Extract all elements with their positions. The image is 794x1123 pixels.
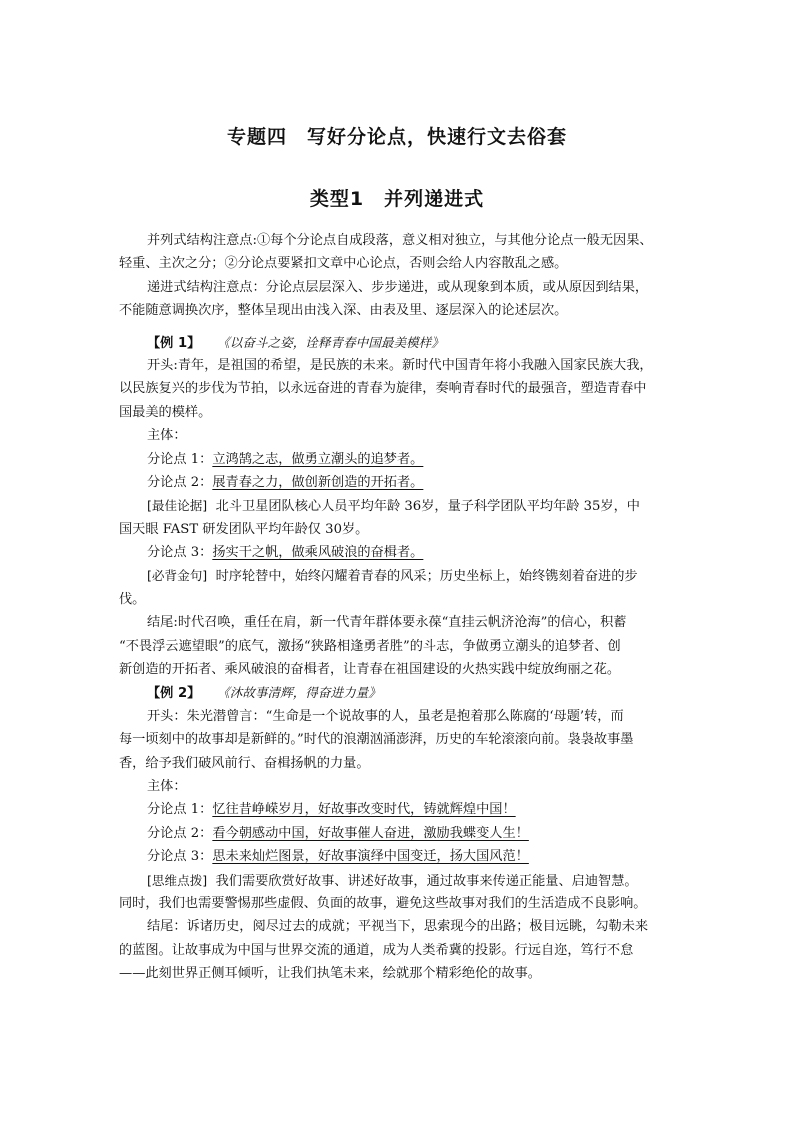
example-1-point-2 [119, 471, 687, 494]
intro-paragraph-1-line: 轻重、主次之分；②分论点要紧扣文章中心论点，否则会给人内容散乱之感。 [119, 256, 568, 272]
example-2-main-label: 主体： [147, 778, 187, 794]
example-1-quote-line: 伐。 [119, 591, 146, 607]
example-1-point-1 [119, 448, 687, 471]
intro-paragraph-2-line: 不能随意调换次序，整体呈现出由浅入深、由表及里、逐层深入的论述层次。 [119, 303, 568, 319]
intro-paragraph-2-line: 递进式结构注意点：分论点层层深入、步步递进，或从现象到本质，或从原因到结果， [147, 279, 649, 295]
evidence-tag: [最佳论据] [147, 498, 208, 514]
example-2-point-2 [119, 822, 687, 845]
example-1-opening-line: 国最美的模样。 [119, 404, 212, 420]
quote-text: 时序轮替中，始终闪耀着青春的风采；历史坐标上，始终镌刻着奋进的步 [215, 569, 638, 585]
point-text: 立鸿鹄之志，做勇立潮头的追梦者。 [212, 451, 424, 467]
example-2-label: 【例 2】 [147, 686, 201, 702]
example-2-title: 《沐故事清辉，得奋进力量》 [217, 685, 381, 701]
quote-tag: [必背金句] [147, 568, 208, 584]
example-2-ending-line: ——此刻世界正侧耳倾听，让我们执笔未来，绘就那个精彩绝伦的故事。 [119, 966, 541, 982]
example-1-main-label: 主体： [147, 428, 187, 444]
example-2-guide-line: 同时，我们也需要警惕那些虚假、负面的故事，避免这些故事对我们的生活造成不良影响。 [119, 895, 647, 911]
point-prefix: 分论点 1： [147, 802, 213, 818]
section-subtitle: 类型1 并列递进式 [309, 188, 485, 210]
example-2-ending-line: 的蓝图。让故事成为中国与世界交流的通道，成为人类希冀的投影。行远自迩，笃行不怠 [119, 942, 634, 958]
example-1-quote-line [119, 564, 687, 587]
point-text: 展青春之力，做创新创造的开拓者。 [212, 474, 424, 490]
example-1-point-3 [119, 541, 687, 564]
guide-text: 我们需要欣赏好故事、讲述好故事，通过故事来传递正能量、启迪智慧。 [215, 873, 638, 889]
example-2-ending-line: 结尾：诉诸历史，阅尽过去的成就；平视当下，思索现今的出路；极目远眺，勾勒未来 [147, 919, 649, 935]
example-2-opening-line: 开头：朱光潜曾言：“生命是一个说故事的人，虽老是抱着那么陈腐的‘母题’转，而 [147, 708, 624, 724]
point-prefix: 分论点 3： [147, 545, 213, 561]
point-text: 看今朝感动中国，好故事催人奋进，激励我蝶变人生！ [212, 825, 529, 841]
example-2-guide-line [119, 869, 687, 892]
point-prefix: 分论点 2： [147, 825, 213, 841]
example-1-ending-line: 结尾:时代召唤，重任在肩，新一代青年群体要永葆“直挂云帆济沧海”的信心，积蓄 [147, 615, 627, 631]
example-1-heading [119, 331, 687, 354]
intro-paragraph-1-line: 并列式结构注意点:①每个分论点自成段落，意义相对独立，与其他分论点一般无因果、 [147, 233, 653, 248]
point-text: 扬实干之帆，做乘风破浪的奋楫者。 [212, 545, 424, 561]
example-1-label: 【例 1】 [147, 335, 201, 351]
example-2-opening-line: 香，给予我们破风前行、奋楫扬帆的力量。 [119, 755, 370, 771]
example-1-evidence-line: 国天眼 FAST 研发团队平均年龄仅 30岁。 [119, 521, 369, 537]
example-2-opening-line: 每一顷刻中的故事却是新鲜的。”时代的浪潮汹涌澎湃，历史的车轮滚滚向前。袅袅故事墨 [119, 732, 634, 748]
point-prefix: 分论点 1： [147, 451, 213, 467]
example-1-opening-line: 以民族复兴的步伐为节拍，以永远奋进的青春为旋律，奏响青春时代的最强音，塑造青春中 [119, 381, 647, 397]
example-1-title: 《以奋斗之姿，诠释青春中国最美模样》 [217, 334, 444, 350]
point-prefix: 分论点 3： [147, 849, 213, 865]
example-1-ending-line: “不畏浮云遮望眼”的底气，激扬“狭路相逢勇者胜”的斗志，争做勇立潮头的追梦者、创 [119, 638, 621, 654]
point-text: 思未来灿烂图景，好故事演绎中国变迁，扬大国风范！ [212, 849, 529, 865]
example-1-opening-line: 开头:青年，是祖国的希望，是民族的未来。新时代中国青年将小我融入国家民族大我， [147, 357, 653, 373]
example-2-point-3 [119, 845, 687, 868]
page-title: 专题四 写好分论点，快速行文去俗套 [226, 126, 567, 148]
document-body [119, 229, 687, 986]
example-1-ending-line: 新创造的开拓者、乘风破浪的奋楫者，让青春在祖国建设的火热实践中绽放绚丽之花。 [119, 662, 621, 678]
example-2-point-1 [119, 798, 687, 821]
point-prefix: 分论点 2： [147, 474, 213, 490]
point-text: 忆往昔峥嵘岁月，好故事改变时代，铸就辉煌中国！ [212, 802, 516, 818]
evidence-text: 北斗卫星团队核心人员平均年龄 36岁，量子科学团队平均年龄 35岁，中 [215, 499, 640, 515]
example-1-evidence-line [119, 494, 687, 517]
example-2-heading [119, 681, 687, 704]
guide-tag: [思维点拨] [147, 872, 208, 888]
